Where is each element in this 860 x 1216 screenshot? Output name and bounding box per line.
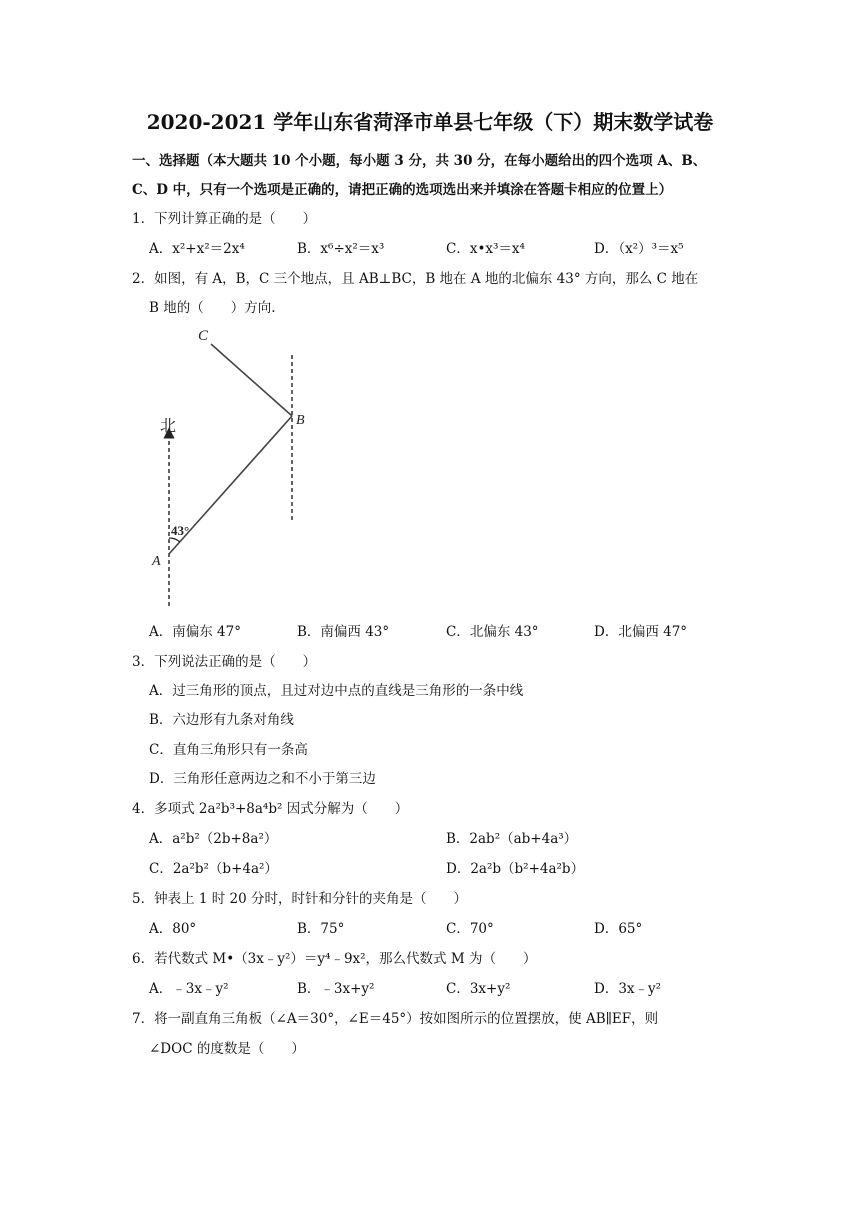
q5-option-c: C．70° xyxy=(446,921,494,937)
north-label: 北 xyxy=(160,418,177,435)
q4-stem: 4．多项式 2a²b³+8a⁴b² 因式分解为（ ） xyxy=(132,801,409,817)
q6-stem: 6．若代数式 M•（3x﹣y²）＝y⁴﹣9x²，那么代数式 M 为（ ） xyxy=(132,951,537,967)
q3-stem: 3．下列说法正确的是（ ） xyxy=(132,654,317,670)
q2-direction-figure xyxy=(140,318,330,613)
q1-option-b: B．x⁶÷x²＝x³ xyxy=(297,241,385,257)
q5-option-b: B．75° xyxy=(297,921,345,937)
q3-option-c: C．直角三角形只有一条高 xyxy=(149,742,308,758)
q7-stem-line1: 7．将一副直角三角板（∠A＝30°，∠E＝45°）按如图所示的位置摆放，使 AB∥EF，则 xyxy=(132,1011,659,1027)
page-title: 2020-2021 学年山东省菏泽市单县七年级（下）期末数学试卷 xyxy=(146,110,714,134)
q4-option-b: B．2ab²（ab+4a³） xyxy=(446,831,578,847)
q2-option-c: C．北偏东 43° xyxy=(446,624,539,640)
q5-stem: 5．钟表上 1 时 20 分时，时针和分针的夹角是（ ） xyxy=(132,891,468,907)
q7-stem-line2: ∠DOC 的度数是（ ） xyxy=(149,1041,305,1057)
angle-label: 43° xyxy=(171,523,190,538)
q6-option-a: A．﹣3x﹣y² xyxy=(149,981,229,997)
segment-bc xyxy=(211,344,292,416)
q2-stem-line2: B 地的（ ）方向. xyxy=(149,300,276,316)
q1-option-d: D．（x²）³＝x⁵ xyxy=(594,241,684,257)
q2-stem-line1: 2．如图，有 A，B，C 三个地点，且 AB⊥BC，B 地在 A 地的北偏东 43° 方向，那么 C 地在 xyxy=(132,271,699,287)
q6-option-b: B．﹣3x+y² xyxy=(297,981,375,997)
section-header-line1: 一、选择题（本大题共 10 个小题，每小题 3 分，共 30 分，在每小题给出的四个选项 A、B、 xyxy=(132,153,707,169)
q4-option-a: A．a²b²（2b+8a²） xyxy=(149,831,278,847)
q3-option-a: A．过三角形的顶点，且过对边中点的直线是三角形的一条中线 xyxy=(149,683,524,699)
point-a-label: A xyxy=(152,554,161,569)
angle-arc-a xyxy=(169,538,180,542)
q4-option-c: C．2a²b²（b+4a²） xyxy=(149,861,278,877)
q2-option-b: B．南偏西 43° xyxy=(297,624,390,640)
q2-option-a: A．南偏东 47° xyxy=(149,624,241,640)
q5-option-d: D．65° xyxy=(594,921,643,937)
point-c-label: C xyxy=(198,328,209,344)
q1-option-a: A．x²+x²＝2x⁴ xyxy=(149,241,245,257)
point-b-label: B xyxy=(296,413,305,428)
q6-option-c: C．3x+y² xyxy=(446,981,511,997)
q3-option-d: D．三角形任意两边之和不小于第三边 xyxy=(149,771,376,787)
section-header-line2: C、D 中，只有一个选项是正确的，请把正确的选项选出来并填涂在答题卡相应的位置上） xyxy=(132,182,673,198)
q1-option-c: C．x•x³＝x⁴ xyxy=(446,241,525,257)
q2-option-d: D．北偏西 47° xyxy=(594,624,688,640)
q3-option-b: B．六边形有九条对角线 xyxy=(149,712,294,728)
q4-option-d: D．2a²b（b²+4a²b） xyxy=(446,861,585,877)
q1-stem: 1．下列计算正确的是（ ） xyxy=(132,211,317,227)
q5-option-a: A．80° xyxy=(149,921,197,937)
q6-option-d: D．3x﹣y² xyxy=(594,981,662,997)
